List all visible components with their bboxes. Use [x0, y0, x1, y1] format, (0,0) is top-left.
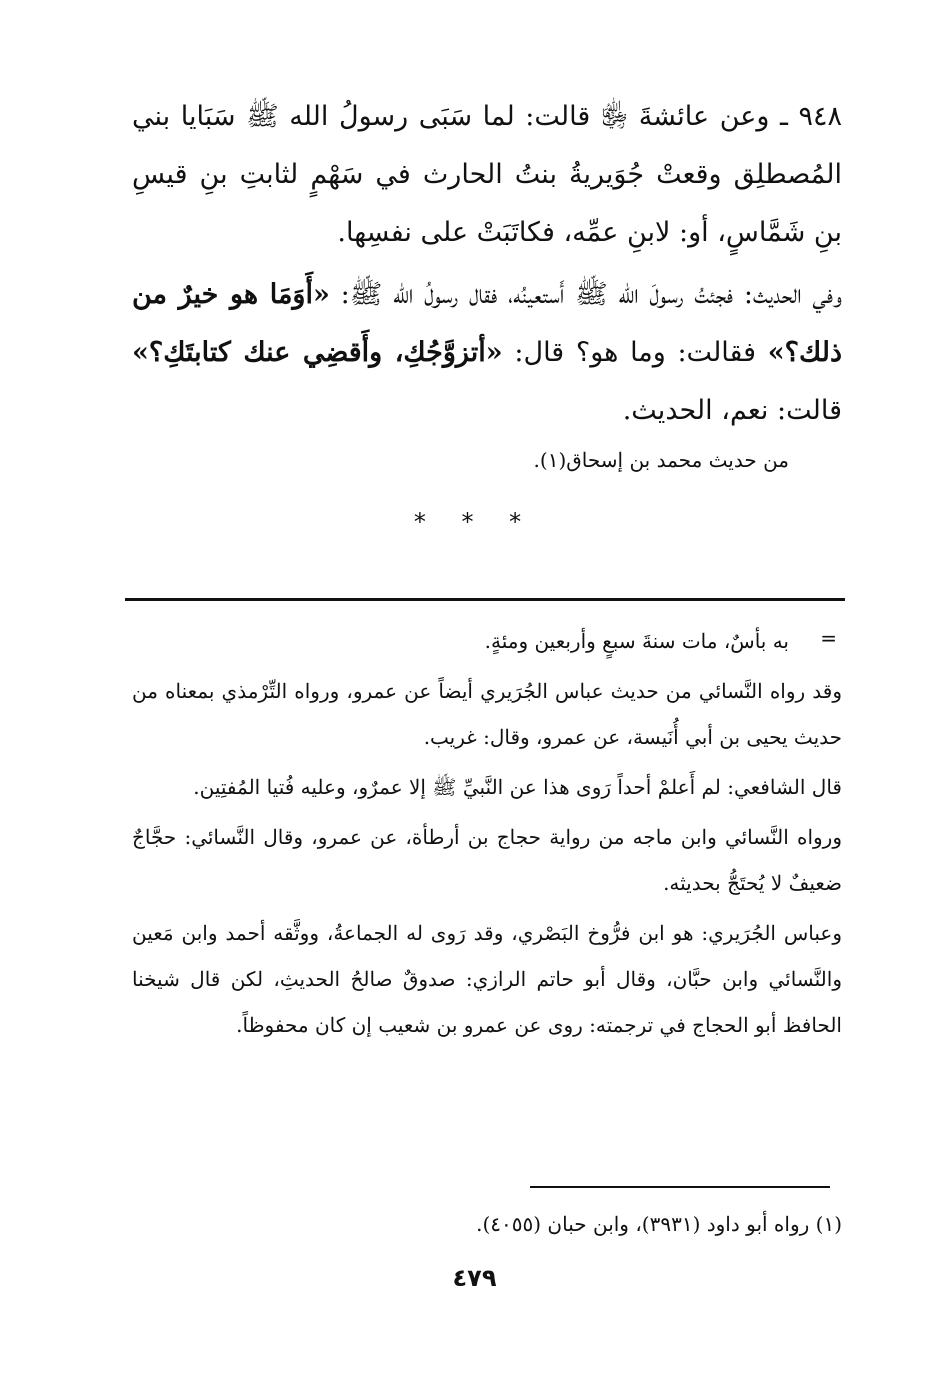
footnote: (١) رواه أبو داود (٣٩٣١)، وابن حبان (٤٠٥٥). [476, 1212, 842, 1236]
hadith-text [132, 88, 842, 440]
note-paragraph: به بأسٌ، مات سنةَ سبعٍ وأربعين ومئةٍ. [484, 629, 789, 653]
section-separator: * * * [413, 508, 536, 536]
hadith-detail-end: قالت: نعم، الحديث. [622, 395, 842, 426]
note-paragraph: وقد رواه النَّسائي من حديث عباس الجُرَيري أيضاً عن عمرو، ورواه التِّرْمذي بمعناه من حديث يحيى بن أبي أُنَيسة، عن عمرو، وقال: غريب. [132, 679, 842, 749]
footnote-divider [530, 1186, 830, 1188]
notes-divider [125, 598, 845, 601]
hadith-detail [132, 266, 842, 440]
note-paragraph: قال الشافعي: لم أَعلمْ أحداً رَوى هذا عن النَّبيِّ ﷺ إلا عمرٌو، وعليه فُتيا المُفتِين. [193, 775, 842, 799]
prophet-quote-2: «أتزوَّجُكِ، وأَقضِي عنك كتابتَكِ؟» [132, 337, 503, 368]
continuation-mark: = [820, 626, 837, 650]
hadith-source: من حديث محمد بن إسحاق(١). [533, 448, 789, 472]
page-number: ٤٧٩ [452, 1264, 497, 1292]
hadith-detail-mid: فقالت: وما هو؟ قال: [514, 337, 757, 368]
prophet-quote-1: «أَوَمَا هو خيرٌ من ذلك؟» [132, 279, 842, 368]
note-paragraph: ورواه النَّسائي وابن ماجه من رواية حجاج بن أرطأة، عن عمرو، وقال النَّسائي: حجَّاجٌ ضعيفٌ لا يُحتَجُّ بحديثه. [132, 825, 842, 895]
hadith-intro: ٩٤٨ ـ وعن عائشةَ ﵂ قالت: لما سَبَى رسولُ الله ﷺ سَبَايا بني المُصطلِق وقعتْ جُوَيريةُ بنتُ الحارث في سَهْمٍ لثابتِ بنِ قيسِ بنِ شَمَّاسٍ، أو: لابنِ عمِّه، فكاتَبَتْ على نفسِها. [132, 101, 842, 248]
hadith-detail-plain: وفي الحديث: فجئتُ رسولَ الله ﷺ أَستعينُه، فقال رسولُ الله ﷺ: [340, 279, 842, 310]
note-paragraph: وعباس الجُرَيري: هو ابن فرُّوخ البَصْري، وقد رَوى له الجماعةُ، ووثَّقه أحمد وابن مَعين والنَّسائي وابن حبَّان، وقال أبو حاتم الرازي: صدوقٌ صالحُ الحديثِ، لكن قال شيخنا الحافظ أبو الحجاج في ترجمته: روى عن عمرو بن شعيب إن كان محفوظاً. [132, 921, 842, 1037]
notes-block [132, 618, 842, 1048]
